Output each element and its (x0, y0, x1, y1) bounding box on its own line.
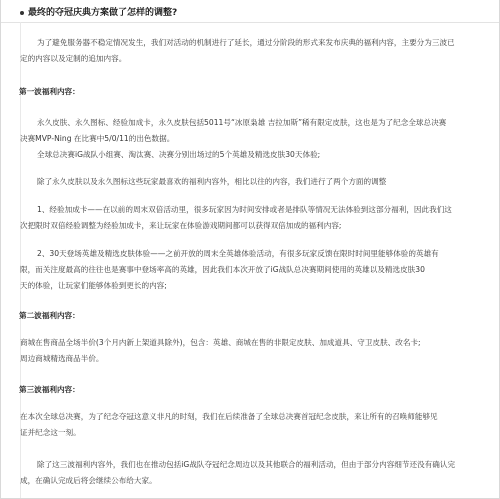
wave1-item2-line-2: 限，而关注度最高的往往也是赛事中登场率高的英雄，因此我们本次开放了iG战队总决赛期间使用的英雄以及精选皮肤30 (20, 265, 425, 274)
wave3-line-2: 证并纪念这一刻。 (20, 428, 81, 437)
closing-line-2: 成，在确认完成后将会继续公布给大家。 (20, 476, 157, 485)
wave1-item2-line-1: 2、30天登场英雄及精选皮肤体验——之前开放的周末全英雄体验活动，有很多玩家反馈在限时时间里能够体验的英雄有 (37, 249, 439, 258)
closing-line-1: 除了这三波福利内容外，我们也在推动包括iG战队夺冠纪念周边以及其他联合的福利活动，但由于部分内容细节还没有确认完 (37, 460, 456, 469)
wave3-line-1: 在本次全球总决赛，为了纪念夺冠这意义非凡的时刻，我们在后续准备了全球总决赛首冠纪念皮肤，来让所有的召唤师能够见 (20, 412, 438, 421)
wave3-heading: 第三波福利内容： (19, 385, 80, 394)
wave1-line-4: 除了永久皮肤以及永久图标这些玩家最喜欢的福利内容外，相比以往的内容，我们进行了两个方面的调整 (37, 177, 387, 186)
wave2-line-2: 周边商城精选商品半价。 (20, 354, 104, 363)
wave1-item1-line-2: 次把限时双倍经验调整为经验加成卡，来让玩家在体验游戏期间都可以获得双倍加成的福利内容; (20, 221, 342, 230)
wave2-heading: 第二波福利内容： (19, 311, 80, 320)
wave1-line-1: 永久皮肤、永久图标、经验加成卡，永久皮肤包括5011号“冰原枭雄 吉拉加斯”稀有限定皮肤，这也是为了纪念全球总决赛 (37, 118, 447, 127)
bullet-icon (20, 11, 24, 15)
wave2-line-1: 商城在售商品全场半价(3个月内新上架道具除外)，包含：英雄、商城在售的非限定皮肤、加成道具、守卫皮肤、改名卡; (20, 338, 421, 347)
wave1-line-3: 全球总决赛iG战队小组赛、淘汰赛、决赛分别出场过的5个英雄及精选皮肤30天体验; (37, 150, 321, 159)
question-text: 最终的夺冠庆典方案做了怎样的调整? (28, 8, 178, 18)
wave1-item2-line-3: 天的体验，让玩家们能够体验到更长的内容; (20, 281, 167, 290)
wave1-heading: 第一波福利内容： (19, 87, 80, 96)
faq-question (20, 5, 177, 18)
wave1-line-2: 决赛MVP-Ning 在比赛中5/0/11的出色数据。 (20, 134, 175, 143)
intro-line-1: 为了避免服务器不稳定情况发生，我们对活动的机制进行了延长，通过分阶段的形式来发布庆典的福利内容，主要分为三波已 (37, 38, 455, 47)
wave1-item1-line-1: 1、经验加成卡——在以前的周末双倍活动里，很多玩家因为时间安排或者是排队等情况无法体验到这部分福利，因此我们这 (37, 205, 452, 214)
intro-line-2: 定的内容以及定制的追加内容。 (20, 54, 127, 63)
